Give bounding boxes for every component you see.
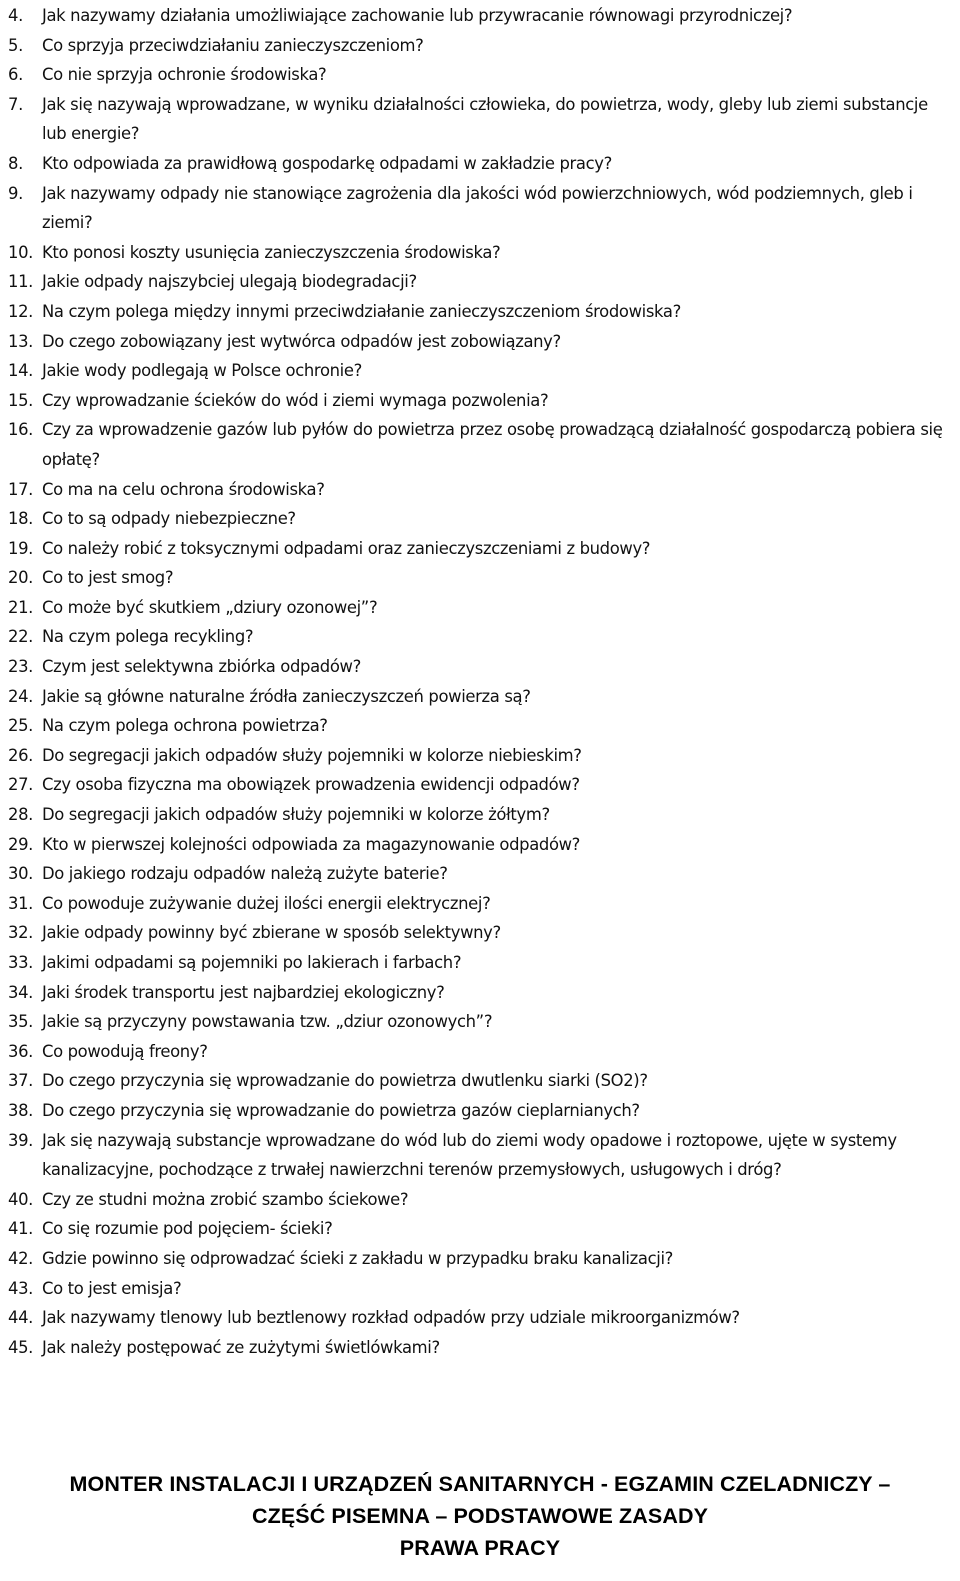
question-number: 43. xyxy=(8,1278,34,1298)
question-item xyxy=(0,60,960,90)
question-item xyxy=(0,534,960,564)
question-text: Czy ze studni można zrobić szambo ściekowe? xyxy=(42,1189,409,1209)
question-item xyxy=(0,563,960,593)
question-text: Co powodują freony? xyxy=(42,1041,208,1061)
question-item xyxy=(0,1244,960,1274)
question-item xyxy=(0,386,960,416)
question-item xyxy=(0,31,960,61)
question-number: 21. xyxy=(8,597,34,617)
footer-title-line-3: PRAWA PRACY xyxy=(399,1536,561,1560)
question-item xyxy=(0,770,960,800)
question-text: Czy osoba fizyczna ma obowiązek prowadzenia ewidencji odpadów? xyxy=(42,775,580,795)
question-number: 26. xyxy=(8,745,34,765)
question-number: 18. xyxy=(8,509,34,529)
question-number: 24. xyxy=(8,686,34,706)
question-text: Jakie wody podlegają w Polsce ochronie? xyxy=(42,361,362,381)
question-number: 19. xyxy=(8,538,34,558)
question-item xyxy=(0,978,960,1008)
question-number: 28. xyxy=(8,805,34,825)
question-number: 33. xyxy=(8,953,34,972)
question-text: Co to jest emisja? xyxy=(42,1278,182,1298)
question-number: 30. xyxy=(8,864,34,884)
question-item xyxy=(0,149,960,179)
question-number: 16. xyxy=(8,420,34,440)
question-number: 37. xyxy=(8,1071,34,1091)
question-item xyxy=(0,741,960,771)
question-item xyxy=(0,622,960,652)
question-text: Do czego zobowiązany jest wytwórca odpadów jest zobowiązany? xyxy=(42,331,561,351)
question-item xyxy=(0,948,960,978)
question-text: Kto ponosi koszty usunięcia zanieczyszczenia środowiska? xyxy=(42,242,501,262)
question-text: Do jakiego rodzaju odpadów należą zużyte baterie? xyxy=(42,864,448,884)
document-footer xyxy=(0,1468,960,1564)
question-text: Do czego przyczynia się wprowadzanie do powietrza dwutlenku siarki (SO2)? xyxy=(42,1071,648,1091)
question-text: Do segregacji jakich odpadów służy pojemniki w kolorze niebieskim? xyxy=(42,745,582,765)
question-item xyxy=(0,1214,960,1244)
question-number: 31. xyxy=(8,893,34,913)
question-text: Jak nazywamy działania umożliwiające zachowanie lub przywracanie równowagi przyrodniczej? xyxy=(42,6,793,25)
question-text: Do czego przyczynia się wprowadzanie do powietrza gazów cieplarnianych? xyxy=(42,1100,640,1120)
question-text: Jak nazywamy odpady nie stanowiące zagrożenia dla jakości wód powierzchniowych, wód podziemnych, gleb i ziemi? xyxy=(42,183,913,233)
question-item xyxy=(0,179,960,238)
question-item xyxy=(0,1037,960,1067)
question-number: 8. xyxy=(8,153,23,173)
question-item xyxy=(0,889,960,919)
question-item xyxy=(0,356,960,386)
question-number: 17. xyxy=(8,479,34,499)
question-number: 9. xyxy=(8,183,23,203)
question-item xyxy=(0,90,960,149)
footer-title-line-2: CZĘŚĆ PISEMNA – PODSTAWOWE ZASADY xyxy=(251,1504,709,1528)
question-text: Czy za wprowadzenie gazów lub pyłów do powietrza przez osobę prowadzącą działalność gospodarczą pobiera się opłatę? xyxy=(42,420,943,469)
question-text: Co się rozumie pod pojęciem- ścieki? xyxy=(42,1219,333,1239)
question-text: Na czym polega między innymi przeciwdziałanie zanieczyszczeniom środowiska? xyxy=(42,301,681,321)
question-number: 42. xyxy=(8,1248,34,1268)
question-text: Kto odpowiada za prawidłową gospodarkę odpadami w zakładzie pracy? xyxy=(42,153,612,173)
question-text: Kto w pierwszej kolejności odpowiada za magazynowanie odpadów? xyxy=(42,834,581,854)
question-text: Jakie są główne naturalne źródła zanieczyszczeń powierza są? xyxy=(42,686,531,706)
question-item xyxy=(0,1096,960,1126)
question-number: 14. xyxy=(8,361,34,381)
question-item xyxy=(0,711,960,741)
question-item xyxy=(0,238,960,268)
question-text: Co może być skutkiem „dziury ozonowej”? xyxy=(42,597,378,617)
question-text: Co sprzyja przeciwdziałaniu zanieczyszczeniom? xyxy=(42,35,424,55)
question-text: Jak się nazywają substancje wprowadzane do wód lub do ziemi wody opadowe i roztopowe, ujęte w systemy kanalizacyjne, pochodzące z trwałej nawierzchni terenów przemysłowych, usługowych i dróg? xyxy=(42,1130,897,1180)
question-item xyxy=(0,1066,960,1096)
question-text: Jakie odpady powinny być zbierane w sposób selektywny? xyxy=(42,923,501,943)
question-item xyxy=(0,593,960,623)
question-number: 12. xyxy=(8,301,34,321)
question-text: Jak należy postępować ze zużytymi świetlówkami? xyxy=(42,1337,440,1357)
question-number: 36. xyxy=(8,1041,34,1061)
question-text: Co nie sprzyja ochronie środowiska? xyxy=(42,65,327,85)
question-item xyxy=(0,1007,960,1037)
question-text: Jakie są przyczyny powstawania tzw. „dziur ozonowych”? xyxy=(42,1012,493,1032)
footer-title-line-1: MONTER INSTALACJI I URZĄDZEŃ SANITARNYCH - EGZAMIN CZELADNICZY – xyxy=(69,1472,891,1496)
question-text: Do segregacji jakich odpadów służy pojemniki w kolorze żółtym? xyxy=(42,805,550,825)
question-item xyxy=(0,652,960,682)
question-item xyxy=(0,918,960,948)
question-item xyxy=(0,1,960,31)
question-number: 45. xyxy=(8,1337,34,1357)
question-number: 44. xyxy=(8,1308,34,1328)
question-number: 11. xyxy=(8,272,34,292)
question-item xyxy=(0,859,960,889)
question-item xyxy=(0,800,960,830)
question-number: 40. xyxy=(8,1189,34,1209)
question-text: Co należy robić z toksycznymi odpadami oraz zanieczyszczeniami z budowy? xyxy=(42,538,651,558)
question-number: 25. xyxy=(8,716,34,736)
question-number: 13. xyxy=(8,331,34,351)
question-number: 29. xyxy=(8,834,34,854)
question-number: 38. xyxy=(8,1100,34,1120)
question-text: Czy wprowadzanie ścieków do wód i ziemi wymaga pozwolenia? xyxy=(42,390,549,410)
question-text: Co to jest smog? xyxy=(42,568,174,588)
question-number: 39. xyxy=(8,1130,34,1150)
question-item xyxy=(0,830,960,860)
question-list xyxy=(0,1,960,1362)
question-text: Jakimi odpadami są pojemniki po lakierach i farbach? xyxy=(42,953,462,972)
question-item xyxy=(0,682,960,712)
question-text: Jakie odpady najszybciej ulegają biodegradacji? xyxy=(42,272,417,292)
question-text: Na czym polega recykling? xyxy=(42,627,254,647)
question-text: Na czym polega ochrona powietrza? xyxy=(42,716,328,736)
question-text: Czym jest selektywna zbiórka odpadów? xyxy=(42,657,361,677)
question-item xyxy=(0,297,960,327)
question-text: Gdzie powinno się odprowadzać ścieki z zakładu w przypadku braku kanalizacji? xyxy=(42,1248,673,1268)
question-number: 27. xyxy=(8,775,34,795)
question-number: 20. xyxy=(8,568,34,588)
question-number: 23. xyxy=(8,657,34,677)
question-number: 22. xyxy=(8,627,34,647)
question-number: 34. xyxy=(8,982,34,1002)
question-item xyxy=(0,504,960,534)
question-item xyxy=(0,327,960,357)
question-item xyxy=(0,1333,960,1363)
question-item xyxy=(0,267,960,297)
question-item xyxy=(0,1185,960,1215)
question-text: Co ma na celu ochrona środowiska? xyxy=(42,479,325,499)
question-item xyxy=(0,1274,960,1304)
question-item xyxy=(0,415,960,474)
question-item xyxy=(0,475,960,505)
question-number: 10. xyxy=(8,242,34,262)
question-number: 5. xyxy=(8,35,23,55)
question-text: Co powoduje zużywanie dużej ilości energii elektrycznej? xyxy=(42,893,491,913)
question-number: 7. xyxy=(8,94,23,114)
question-text: Jak nazywamy tlenowy lub beztlenowy rozkład odpadów przy udziale mikroorganizmów? xyxy=(42,1308,740,1328)
question-text: Jaki środek transportu jest najbardziej ekologiczny? xyxy=(42,982,445,1002)
question-number: 41. xyxy=(8,1219,34,1239)
question-item xyxy=(0,1303,960,1333)
question-number: 4. xyxy=(8,6,23,25)
question-number: 35. xyxy=(8,1012,34,1032)
question-text: Co to są odpady niebezpieczne? xyxy=(42,509,296,529)
question-number: 32. xyxy=(8,923,34,943)
question-text: Jak się nazywają wprowadzane, w wyniku działalności człowieka, do powietrza, wody, gleby lub ziemi substancje lub energie? xyxy=(42,94,928,144)
question-number: 15. xyxy=(8,390,34,410)
question-item xyxy=(0,1126,960,1185)
question-number: 6. xyxy=(8,65,23,85)
